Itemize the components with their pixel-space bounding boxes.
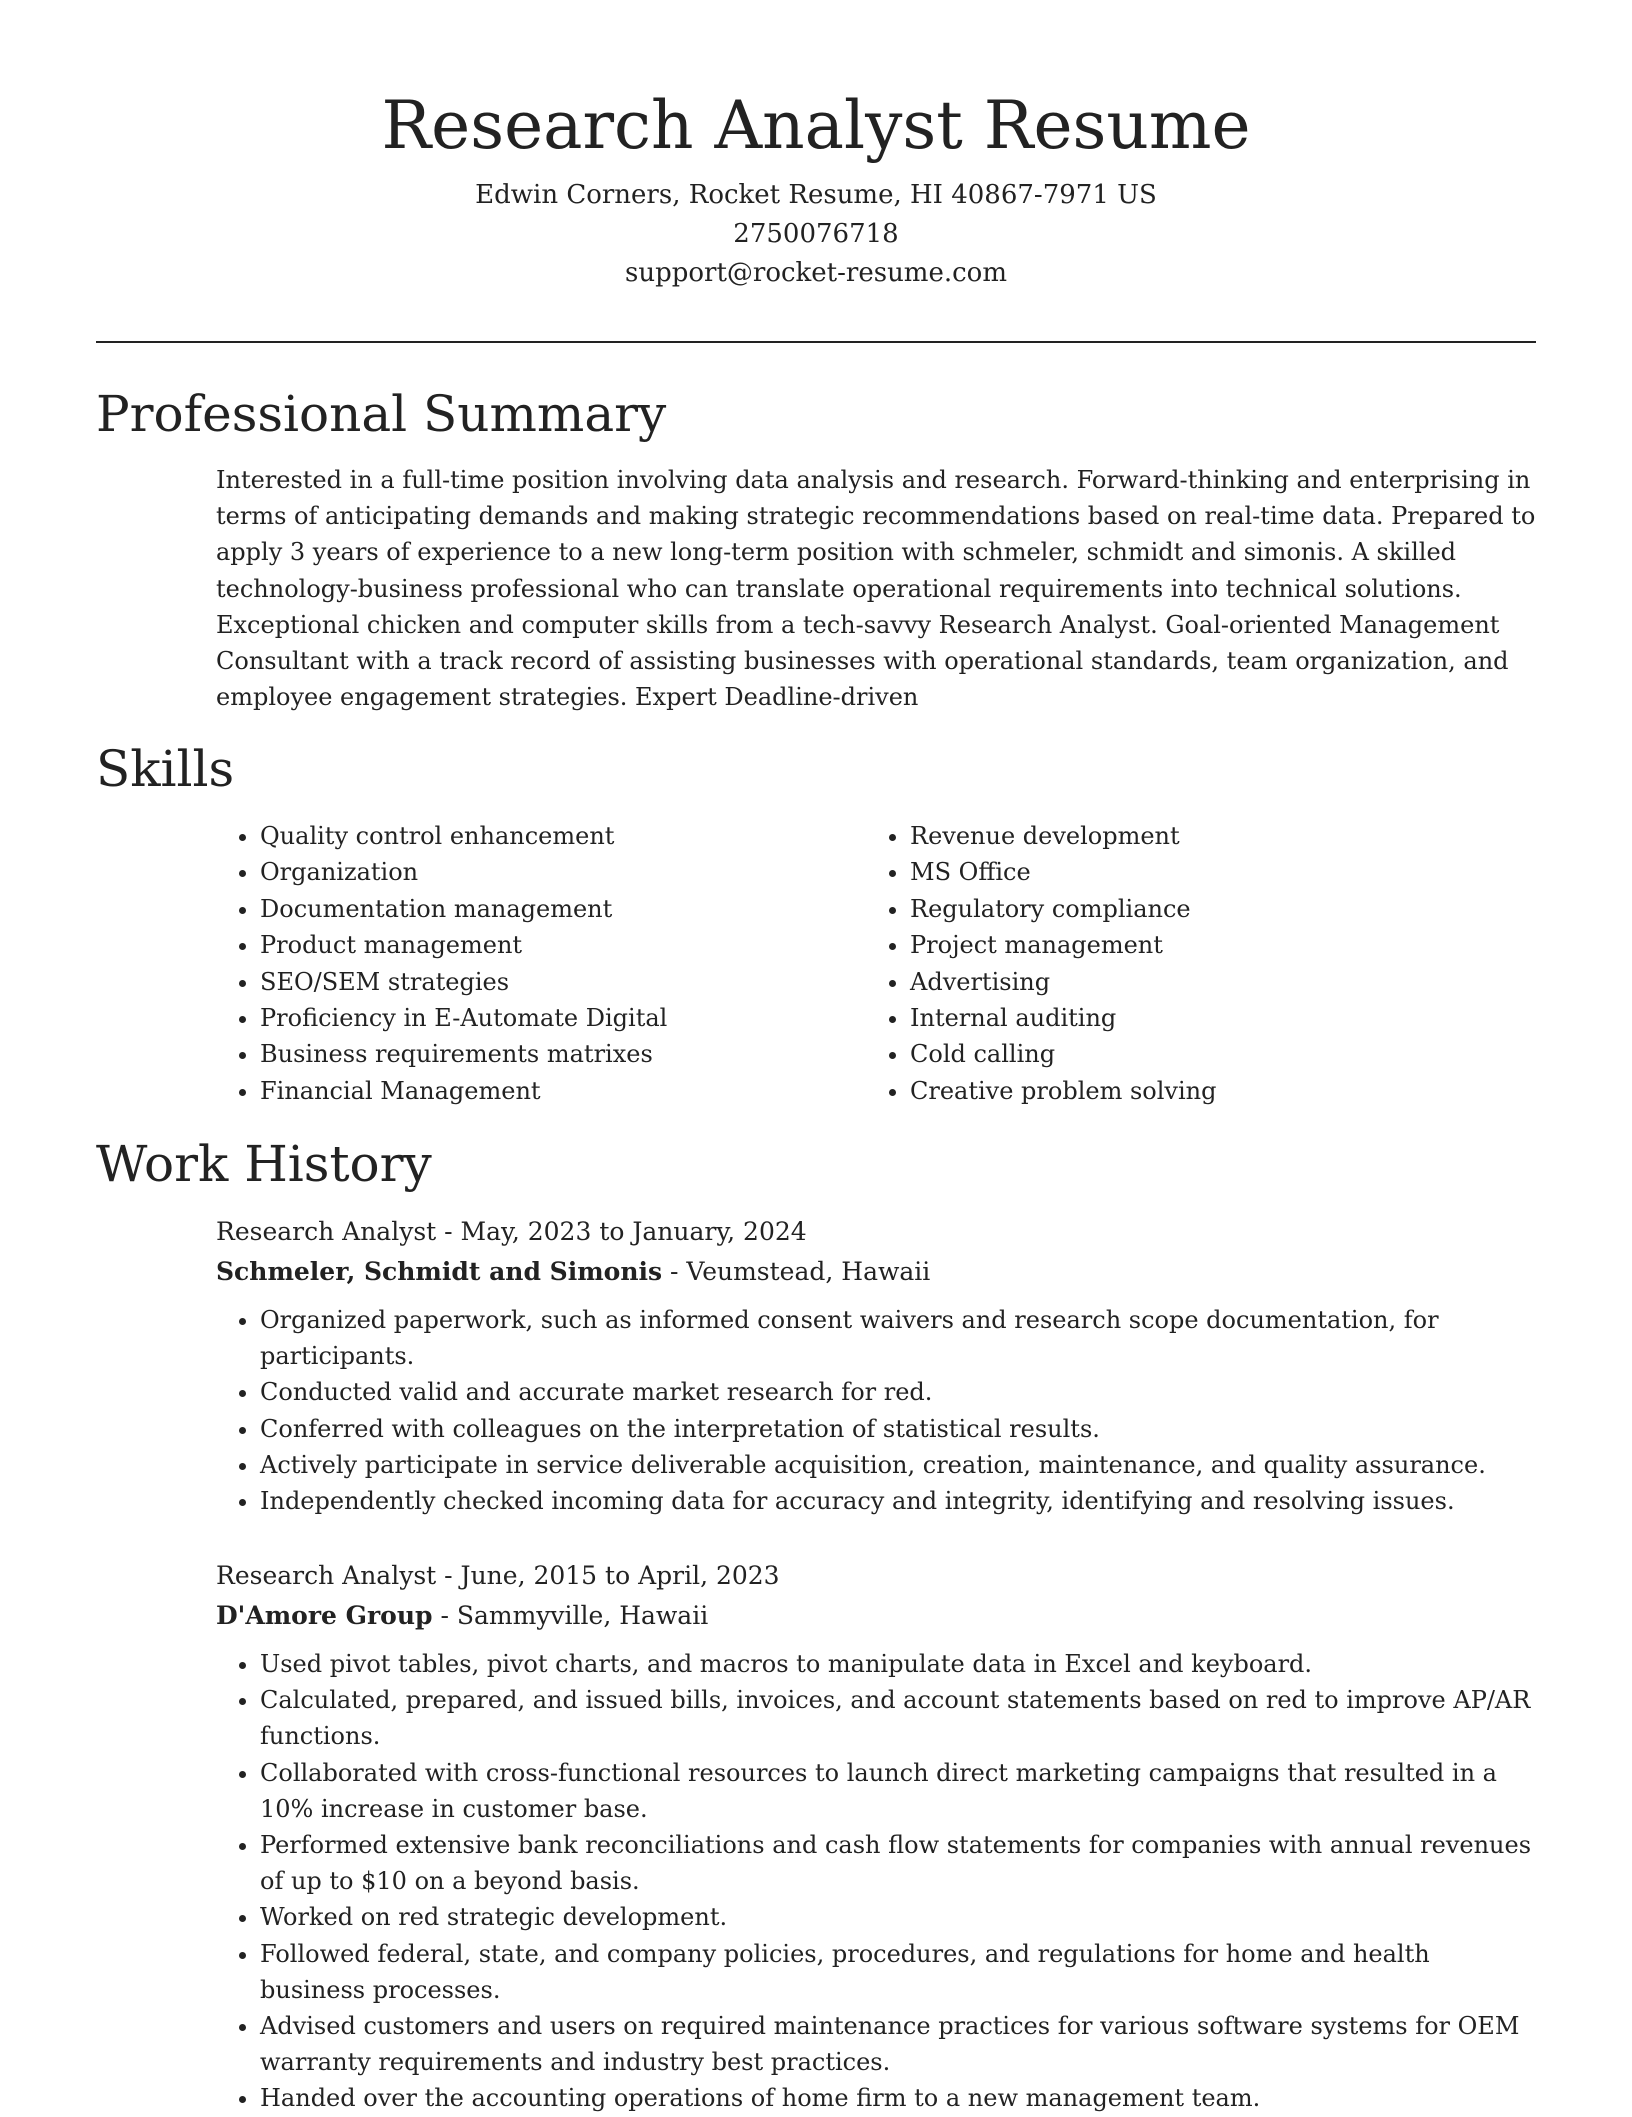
skill-item: • Cold calling bbox=[910, 1036, 1516, 1072]
skill-item: • Project management bbox=[910, 927, 1516, 963]
job-bullet: • Independently checked incoming data for accuracy and integrity, identifying and resolving issues. bbox=[260, 1483, 1536, 1519]
job-company-line bbox=[216, 1596, 1536, 1636]
job-dates: - June, 2015 to April, 2023 bbox=[436, 1561, 780, 1590]
job-bullet: • Actively participate in service deliverable acquisition, creation, maintenance, and quality assurance. bbox=[260, 1447, 1536, 1483]
summary-heading: Professional Summary bbox=[96, 385, 667, 443]
job-title-line bbox=[216, 1556, 1536, 1596]
job-bullets bbox=[216, 1646, 1536, 2117]
skill-item: • Internal auditing bbox=[910, 1000, 1516, 1036]
contact-phone: 2750076718 bbox=[733, 219, 899, 249]
skill-item: • Financial Management bbox=[260, 1073, 866, 1109]
job-bullet: • Advised customers and users on required maintenance practices for various software systems for OEM warranty requirements and industry best practices. bbox=[260, 2008, 1536, 2080]
skill-item: • Advertising bbox=[910, 964, 1516, 1000]
job-bullet: • Followed federal, state, and company policies, procedures, and regulations for home and health business processes. bbox=[260, 1936, 1536, 2008]
job-bullet: • Handed over the accounting operations of home firm to a new management team. bbox=[260, 2080, 1536, 2116]
contact-block bbox=[0, 176, 1632, 293]
skill-item: • Quality control enhancement bbox=[260, 818, 866, 854]
contact-address: Edwin Corners, Rocket Resume, HI 40867-7971 US bbox=[475, 180, 1157, 210]
job-bullet: • Conducted valid and accurate market research for red. bbox=[260, 1374, 1536, 1410]
job-bullets bbox=[216, 1302, 1536, 1519]
job-bullet: • Performed extensive bank reconciliations and cash flow statements for companies with annual revenues of up to $10 on a beyond basis. bbox=[260, 1827, 1536, 1899]
skill-item: • Business requirements matrixes bbox=[260, 1036, 866, 1072]
skill-item: • SEO/SEM strategies bbox=[260, 964, 866, 1000]
skill-item: • Documentation management bbox=[260, 891, 866, 927]
resume-title: Research Analyst Resume bbox=[381, 87, 1251, 164]
job-bullet: • Calculated, prepared, and issued bills, invoices, and account statements based on red to improve AP/AR functions. bbox=[260, 1682, 1536, 1754]
skill-item: • Revenue development bbox=[910, 818, 1516, 854]
skill-item: • Product management bbox=[260, 927, 866, 963]
job-title-line bbox=[216, 1212, 1536, 1252]
skills-heading: Skills bbox=[96, 740, 235, 798]
job-entry bbox=[216, 1556, 1536, 2117]
contact-email: support@rocket-resume.com bbox=[624, 258, 1007, 288]
job-bullet: • Conferred with colleagues on the interpretation of statistical results. bbox=[260, 1411, 1536, 1447]
skills-column-right bbox=[866, 818, 1516, 1109]
job-dates: - May, 2023 to January, 2024 bbox=[436, 1217, 807, 1246]
skills-list bbox=[216, 818, 1536, 1109]
skill-item: • MS Office bbox=[910, 854, 1516, 890]
job-role: Research Analyst bbox=[216, 1217, 437, 1246]
summary-text: Interested in a full-time position involving data analysis and research. Forward-thinking and enterprising in terms of anticipating demands and making strategic recommendations based on real-time data. Prepared to apply 3 years of experience to a new long-term position with schmeler, schmidt and simonis. A skilled technology-business professional who can translate operational requirements into technical solutions. Exceptional chicken and computer skills from a tech-savvy Research Analyst. Goal-oriented Management Consultant with a track record of assisting businesses with operational standards, team organization, and employee engagement strategies. Expert Deadline-driven bbox=[216, 466, 1536, 712]
job-company: Schmeler, Schmidt and Simonis bbox=[216, 1257, 663, 1286]
job-entry bbox=[216, 1212, 1536, 1519]
job-bullet: • Worked on red strategic development. bbox=[260, 1899, 1536, 1935]
resume-header bbox=[0, 0, 1632, 293]
job-company-line bbox=[216, 1252, 1536, 1292]
job-bullet: • Collaborated with cross-functional resources to launch direct marketing campaigns that resulted in a 10% increase in customer base. bbox=[260, 1755, 1536, 1827]
skills-column-left bbox=[216, 818, 866, 1109]
job-location: - Sammyville, Hawaii bbox=[432, 1601, 709, 1630]
skill-item: • Organization bbox=[260, 854, 866, 890]
job-location: - Veumstead, Hawaii bbox=[662, 1257, 931, 1286]
job-role: Research Analyst bbox=[216, 1561, 437, 1590]
skill-item: • Creative problem solving bbox=[910, 1073, 1516, 1109]
work-history-heading: Work History bbox=[96, 1135, 432, 1193]
header-divider bbox=[96, 341, 1536, 343]
skill-item: • Regulatory compliance bbox=[910, 891, 1516, 927]
job-bullet: • Organized paperwork, such as informed consent waivers and research scope documentation, for participants. bbox=[260, 1302, 1536, 1374]
job-bullet: • Used pivot tables, pivot charts, and macros to manipulate data in Excel and keyboard. bbox=[260, 1646, 1536, 1682]
skill-item: • Proficiency in E-Automate Digital bbox=[260, 1000, 866, 1036]
job-company: D'Amore Group bbox=[216, 1601, 433, 1630]
